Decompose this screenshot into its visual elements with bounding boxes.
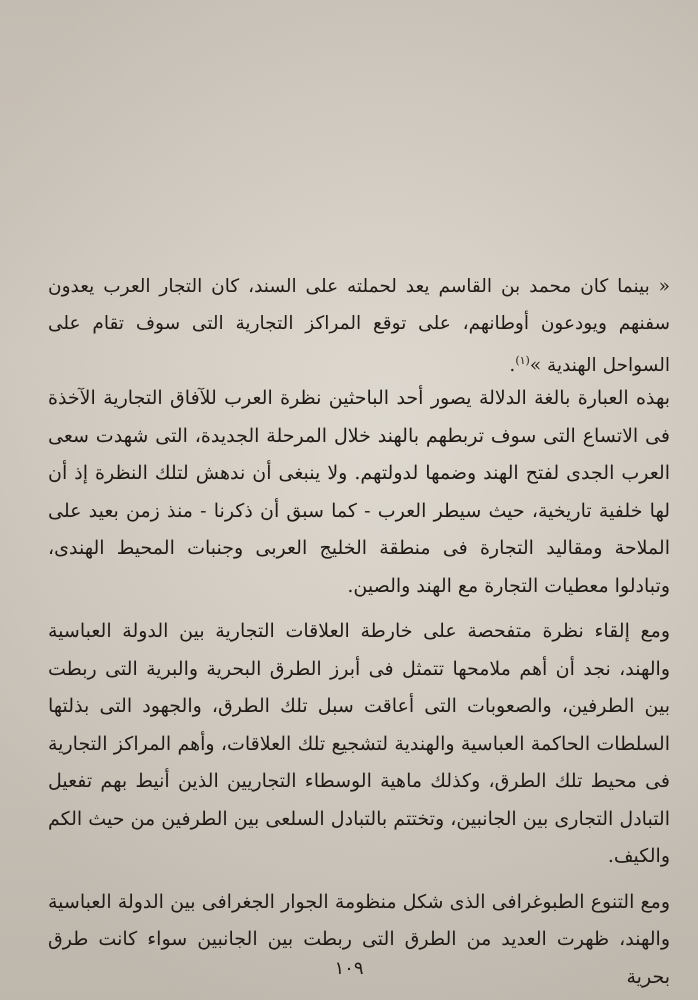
paragraph-3: ومع التنوع الطبوغرافى الذى شكل منظومة الجوار الجغرافى بين الدولة العباسية والهند، ظهرت العديد من الطرق التى ربطت بين الجانبين سواء كانت طرق بحرية (48, 890, 670, 988)
body-text (48, 380, 670, 996)
opening-quote: « بينما كان محمد بن القاسم يعد لحملته على السند، كان التجار العرب يعدون سفنهم ويودعون أوطانهم، على توقع المراكز التجارية التى سوف تقام على السواحل الهندية »$^{(١)}$. (48, 276, 670, 377)
paragraph-2: ومع إلقاء نظرة متفحصة على خارطة العلاقات التجارية بين الدولة العباسية والهند، نجد أن أهم ملامحها تتمثل فى أبرز الطرق البحرية والبرية التى ربطت بين الطرفين، والصعوبات التى أعاقت سبل تلك الطرق، والجهود التى بذلتها السلطات الحاكمة العباسية والهندية لتشجيع تلك العلاقات، وأهم المراكز التجارية فى محيط تلك الطرق، وكذلك ماهية الوسطاء التجاريين الذين أنيط بهم تفعيل التبادل التجارى بين الجانبين، وتختتم بالتبادل السلعى بين الطرفين من حيث الكم والكيف. (48, 620, 670, 867)
page-number: ١٠٩ (334, 958, 364, 979)
footnote-reference: (١) (515, 354, 530, 367)
quote-text: « بينما كان محمد بن القاسم يعد لحملته على السند، كان التجار العرب يعدون سفنهم ويودعون أوطانهم، على توقع المراكز التجارية التى سوف تقام على السواحل الهندية » (48, 276, 670, 377)
paragraph-1: بهذه العبارة بالغة الدلالة يصور أحد الباحثين نظرة العرب للآفاق التجارية الآخذة فى الاتساع التى سوف تربطهم بالهند خلال المرحلة الجديدة، التى شهدت سعى العرب الجدى لفتح الهند وضمها لدولتهم. ولا ينبغى أن ندهش لتلك النظرة إذ أن لها خلفية تاريخية، حيث سيطر العرب - كما سبق أن ذكرنا - منذ زمن بعيد على الملاحة ومقاليد التجارة فى منطقة الخليج العربى وجنبات المحيط الهندى، وتبادلوا معطيات التجارة مع الهند والصين. (48, 387, 670, 597)
